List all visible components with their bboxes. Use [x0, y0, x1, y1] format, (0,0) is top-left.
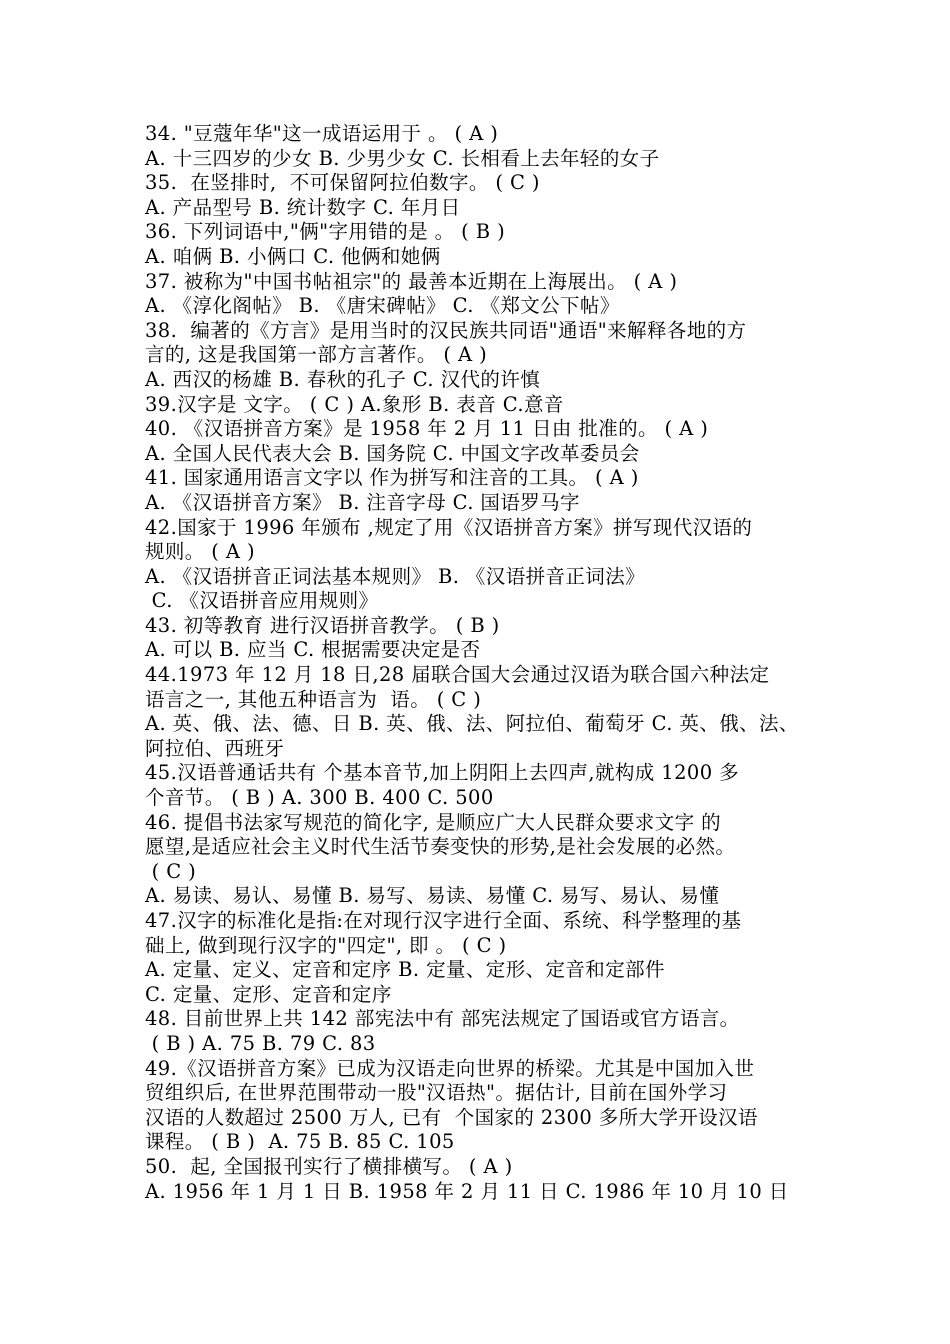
text-line: 阿拉伯、西班牙 [145, 736, 285, 760]
text-line: C. 定量、定形、定音和定序 [145, 982, 392, 1006]
text-line: 课程。 ( B ) A. 75 B. 85 C. 105 [145, 1130, 455, 1154]
question-list [145, 122, 825, 1204]
text-line: 言的, 这是我国第一部方言著作。 ( A ) [145, 343, 488, 367]
text-line: 42.国家于 1996 年颁布 ,规定了用《汉语拼音方案》拼写现代汉语的 [145, 515, 753, 539]
text-line: 础上, 做到现行汉字的"四定", 即 。 ( C ) [145, 933, 507, 957]
text-line: 50. 起, 全国报刊实行了横排横写。 ( A ) [145, 1154, 513, 1178]
text-line: 40. 《汉语拼音方案》是 1958 年 2 月 11 日由 批准的。 ( A ) [145, 417, 709, 441]
text-line: 语言之一, 其他五种语言为 语。 ( C ) [145, 687, 482, 711]
text-line: 49.《汉语拼音方案》已成为汉语走向世界的桥梁。尤其是中国加入世 [145, 1056, 755, 1080]
text-line: 47.汉字的标准化是指:在对现行汉字进行全面、系统、科学整理的基 [145, 909, 742, 932]
text-line: A. 十三四岁的少女 B. 少男少女 C. 长相看上去年轻的女子 [145, 146, 660, 170]
text-line: 汉语的人数超过 2500 万人, 已有 个国家的 2300 多所大学开设汉语 [145, 1105, 758, 1129]
text-line: 48. 目前世界上共 142 部宪法中有 部宪法规定了国语或官方语言。 [145, 1007, 740, 1031]
text-line: A. 可以 B. 应当 C. 根据需要决定是否 [145, 638, 481, 662]
text-line: A. 《汉语拼音正词法基本规则》 B. 《汉语拼音正词法》 [145, 564, 646, 588]
text-line: 37. 被称为"中国书帖祖宗"的 最善本近期在上海展出。 ( A ) [145, 269, 678, 293]
text-line: A. 1956 年 1 月 1 日 B. 1958 年 2 月 11 日 C. 1986 年 10 月 10 日 [145, 1179, 789, 1203]
text-line: 35. 在竖排时, 不可保留阿拉伯数字。 ( C ) [145, 171, 540, 195]
text-line: 规则。 ( A ) [145, 540, 255, 564]
text-line: ( B ) A. 75 B. 79 C. 83 [145, 1031, 376, 1055]
text-line: A. 《淳化阁帖》 B. 《唐宋碑帖》 C. 《郑文公下帖》 [145, 294, 620, 318]
text-line: A. 产品型号 B. 统计数字 C. 年月日 [145, 195, 461, 219]
text-line: A. 全国人民代表大会 B. 国务院 C. 中国文字改革委员会 [145, 441, 640, 465]
text-line: 39.汉字是 文字。 ( C ) A.象形 B. 表音 C.意音 [145, 392, 564, 416]
text-line: A. 咱俩 B. 小俩口 C. 他俩和她俩 [145, 244, 441, 268]
text-line: C. 《汉语拼音应用规则》 [145, 589, 379, 613]
text-line: 44.1973 年 12 月 18 日,28 届联合国大会通过汉语为联合国六种法定 [145, 663, 770, 687]
text-line: 34. "豆蔻年华"这一成语运用于 。 ( A ) [145, 122, 499, 145]
text-line: 个音节。 ( B ) A. 300 B. 400 C. 500 [145, 786, 494, 810]
text-line: 46. 提倡书法家写规范的简化字, 是顺应广大人民群众要求文字 的 [145, 810, 722, 834]
text-line: A. 英、俄、法、德、日 B. 英、俄、法、阿拉伯、葡萄牙 C. 英、俄、法、 [145, 712, 799, 736]
text-line: 贸组织后, 在世界范围带动一股"汉语热"。据估计, 目前在国外学习 [145, 1081, 728, 1105]
text-line: A. 西汉的杨雄 B. 春秋的孔子 C. 汉代的许慎 [145, 367, 541, 391]
text-line: 41. 国家通用语言文字以 作为拼写和注音的工具。 ( A ) [145, 466, 639, 490]
text-line: 愿望,是适应社会主义时代生活节奏变快的形势,是社会发展的必然。 [145, 835, 736, 859]
text-line: 36. 下列词语中,"俩"字用错的是 。 ( B ) [145, 220, 506, 244]
text-line: ( C ) [145, 859, 197, 883]
text-line: A. 易读、易认、易懂 B. 易写、易读、易懂 C. 易写、易认、易懂 [145, 884, 720, 908]
text-line: 38. 编著的《方言》是用当时的汉民族共同语"通语"来解释各地的方 [145, 318, 747, 342]
text-line: A. 定量、定义、定音和定序 B. 定量、定形、定音和定部件 [145, 958, 665, 982]
text-line: 45.汉语普通话共有 个基本音节,加上阴阳上去四声,就构成 1200 多 [145, 761, 740, 785]
text-line: 43. 初等教育 进行汉语拼音教学。 ( B ) [145, 613, 500, 637]
text-line: A. 《汉语拼音方案》 B. 注音字母 C. 国语罗马字 [145, 490, 580, 514]
